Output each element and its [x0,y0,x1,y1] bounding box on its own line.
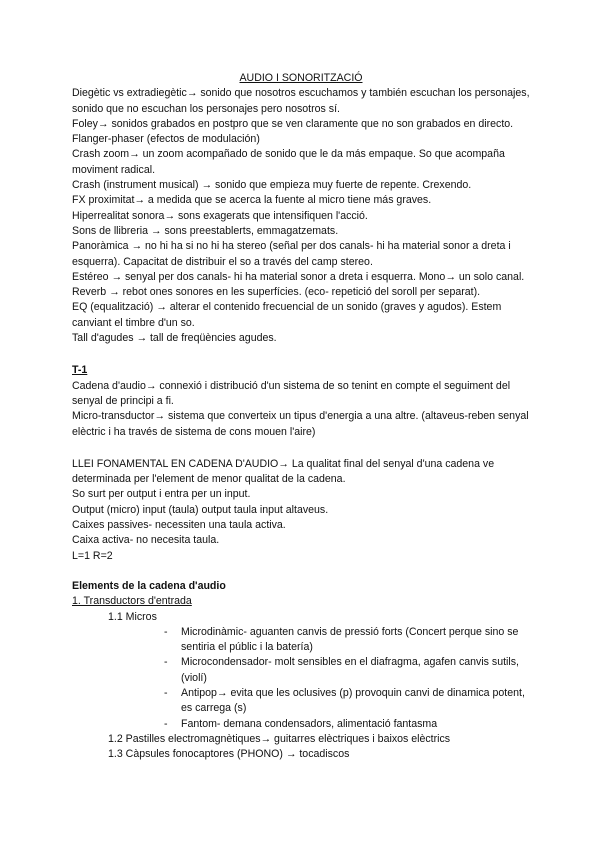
paragraph: Foley→ sonidos grabados en postpro que se ven claramente que no son grabados en directo. Flanger-phaser (efectos de modulación) [72,117,514,146]
list-item: - Microcondensador- molt sensibles en el diafragma, agafen canvis sutils, (violí) [164,655,530,686]
paragraph: So surt per output i entra per un input. [72,488,251,501]
list-item: - Antipop→ evita que les oclusives (p) provoquin canvi de dinamica potent, es carrega (s) [164,686,530,717]
paragraph: FX proximitat→ a medida que se acerca la fuente al micro tiene más graves. [72,194,432,207]
section-heading-elements: Elements de la cadena d'audio [72,579,226,592]
paragraph: Micro-transductor→ sistema que converteix un tipus d'energia a una altre. (altaveus-reben senyal elèctric i ha través de sistema de cons mouen l'aire) [72,410,529,438]
paragraph: Crash (instrument musical) → sonido que empieza muy fuerte de repente. Crexendo. [72,179,472,192]
llei-section [72,457,530,564]
document-body [72,71,530,762]
t1-section [72,363,530,439]
micros-list [72,625,530,732]
paragraph: Sons de llibreria → sons preestablerts, emmagatzemats. [72,224,339,237]
paragraph: Reverb → rebot ones sonores en les superfícies. (eco- repetició del soroll per separat). [72,286,481,299]
paragraph: Tall d'agudes → tall de freqüències agudes. [72,332,277,345]
list-item-1-2: 1.2 Pastilles electromagnètiques→ guitarres elèctriques i baixos elèctrics [108,732,451,745]
paragraph: Cadena d'audio→ connexió i distribució d'un sistema de so tenint en compte el seguiment del senyal de principi a fi. [72,379,511,407]
subsection-heading: 1. Transductors d'entrada [72,595,192,608]
paragraph: LLEI FONAMENTAL EN CADENA D'AUDIO→ La qualitat final del senyal d'una cadena ve determinada per l'element de menor qualitat de la cadena. [72,457,495,486]
list-item-1-3: 1.3 Càpsules fonocaptores (PHONO) → tocadiscos [108,748,350,761]
list-item: - Fantom- demana condensadors, alimentació fantasma [164,717,530,732]
page-title: AUDIO I SONORITZACIÓ [239,72,363,84]
paragraph: Panoràmica → no hi ha si no hi ha stereo (señal per dos canals- hi ha material sonor a dreta i esquerra). Capacitat de distribuir el so a través del camp stereo. [72,240,511,268]
paragraph: Crash zoom→ un zoom acompañado de sonido que le da más empaque. So que acompaña moviment radical. [72,148,505,176]
section-heading-t1: T-1 [72,364,88,377]
list-item: - Microdinàmic- aguanten canvis de pressió forts (Concert perque sino se sentiria el públic i la batería) [164,625,530,656]
paragraph: L=1 R=2 [72,549,113,562]
paragraph: Caixa activa- no necesita taula. [72,534,220,547]
micros-label: 1.1 Micros [108,610,157,623]
paragraph: Output (micro) input (taula) output taula input altaveus. [72,503,329,516]
paragraph: Caixes passives- necessiten una taula activa. [72,519,286,532]
paragraph: Estéreo → senyal per dos canals- hi ha material sonor a dreta i esquerra. Mono→ un solo canal. [72,270,525,283]
elements-section [72,579,530,763]
paragraph: Diegètic vs extradiegètic→ sonido que nosotros escuchamos y también escuchan los personajes, sonido que no escuchan los personajes pero nosotros sí. [72,87,530,115]
intro-section [72,86,530,346]
paragraph: EQ (equalització) → alterar el contenido frecuencial de un sonido (graves y agudos). Estem canviant el timbre d'un so. [72,301,502,329]
paragraph: Hiperrealitat sonora→ sons exagerats que intensifiquen l'acció. [72,209,368,222]
